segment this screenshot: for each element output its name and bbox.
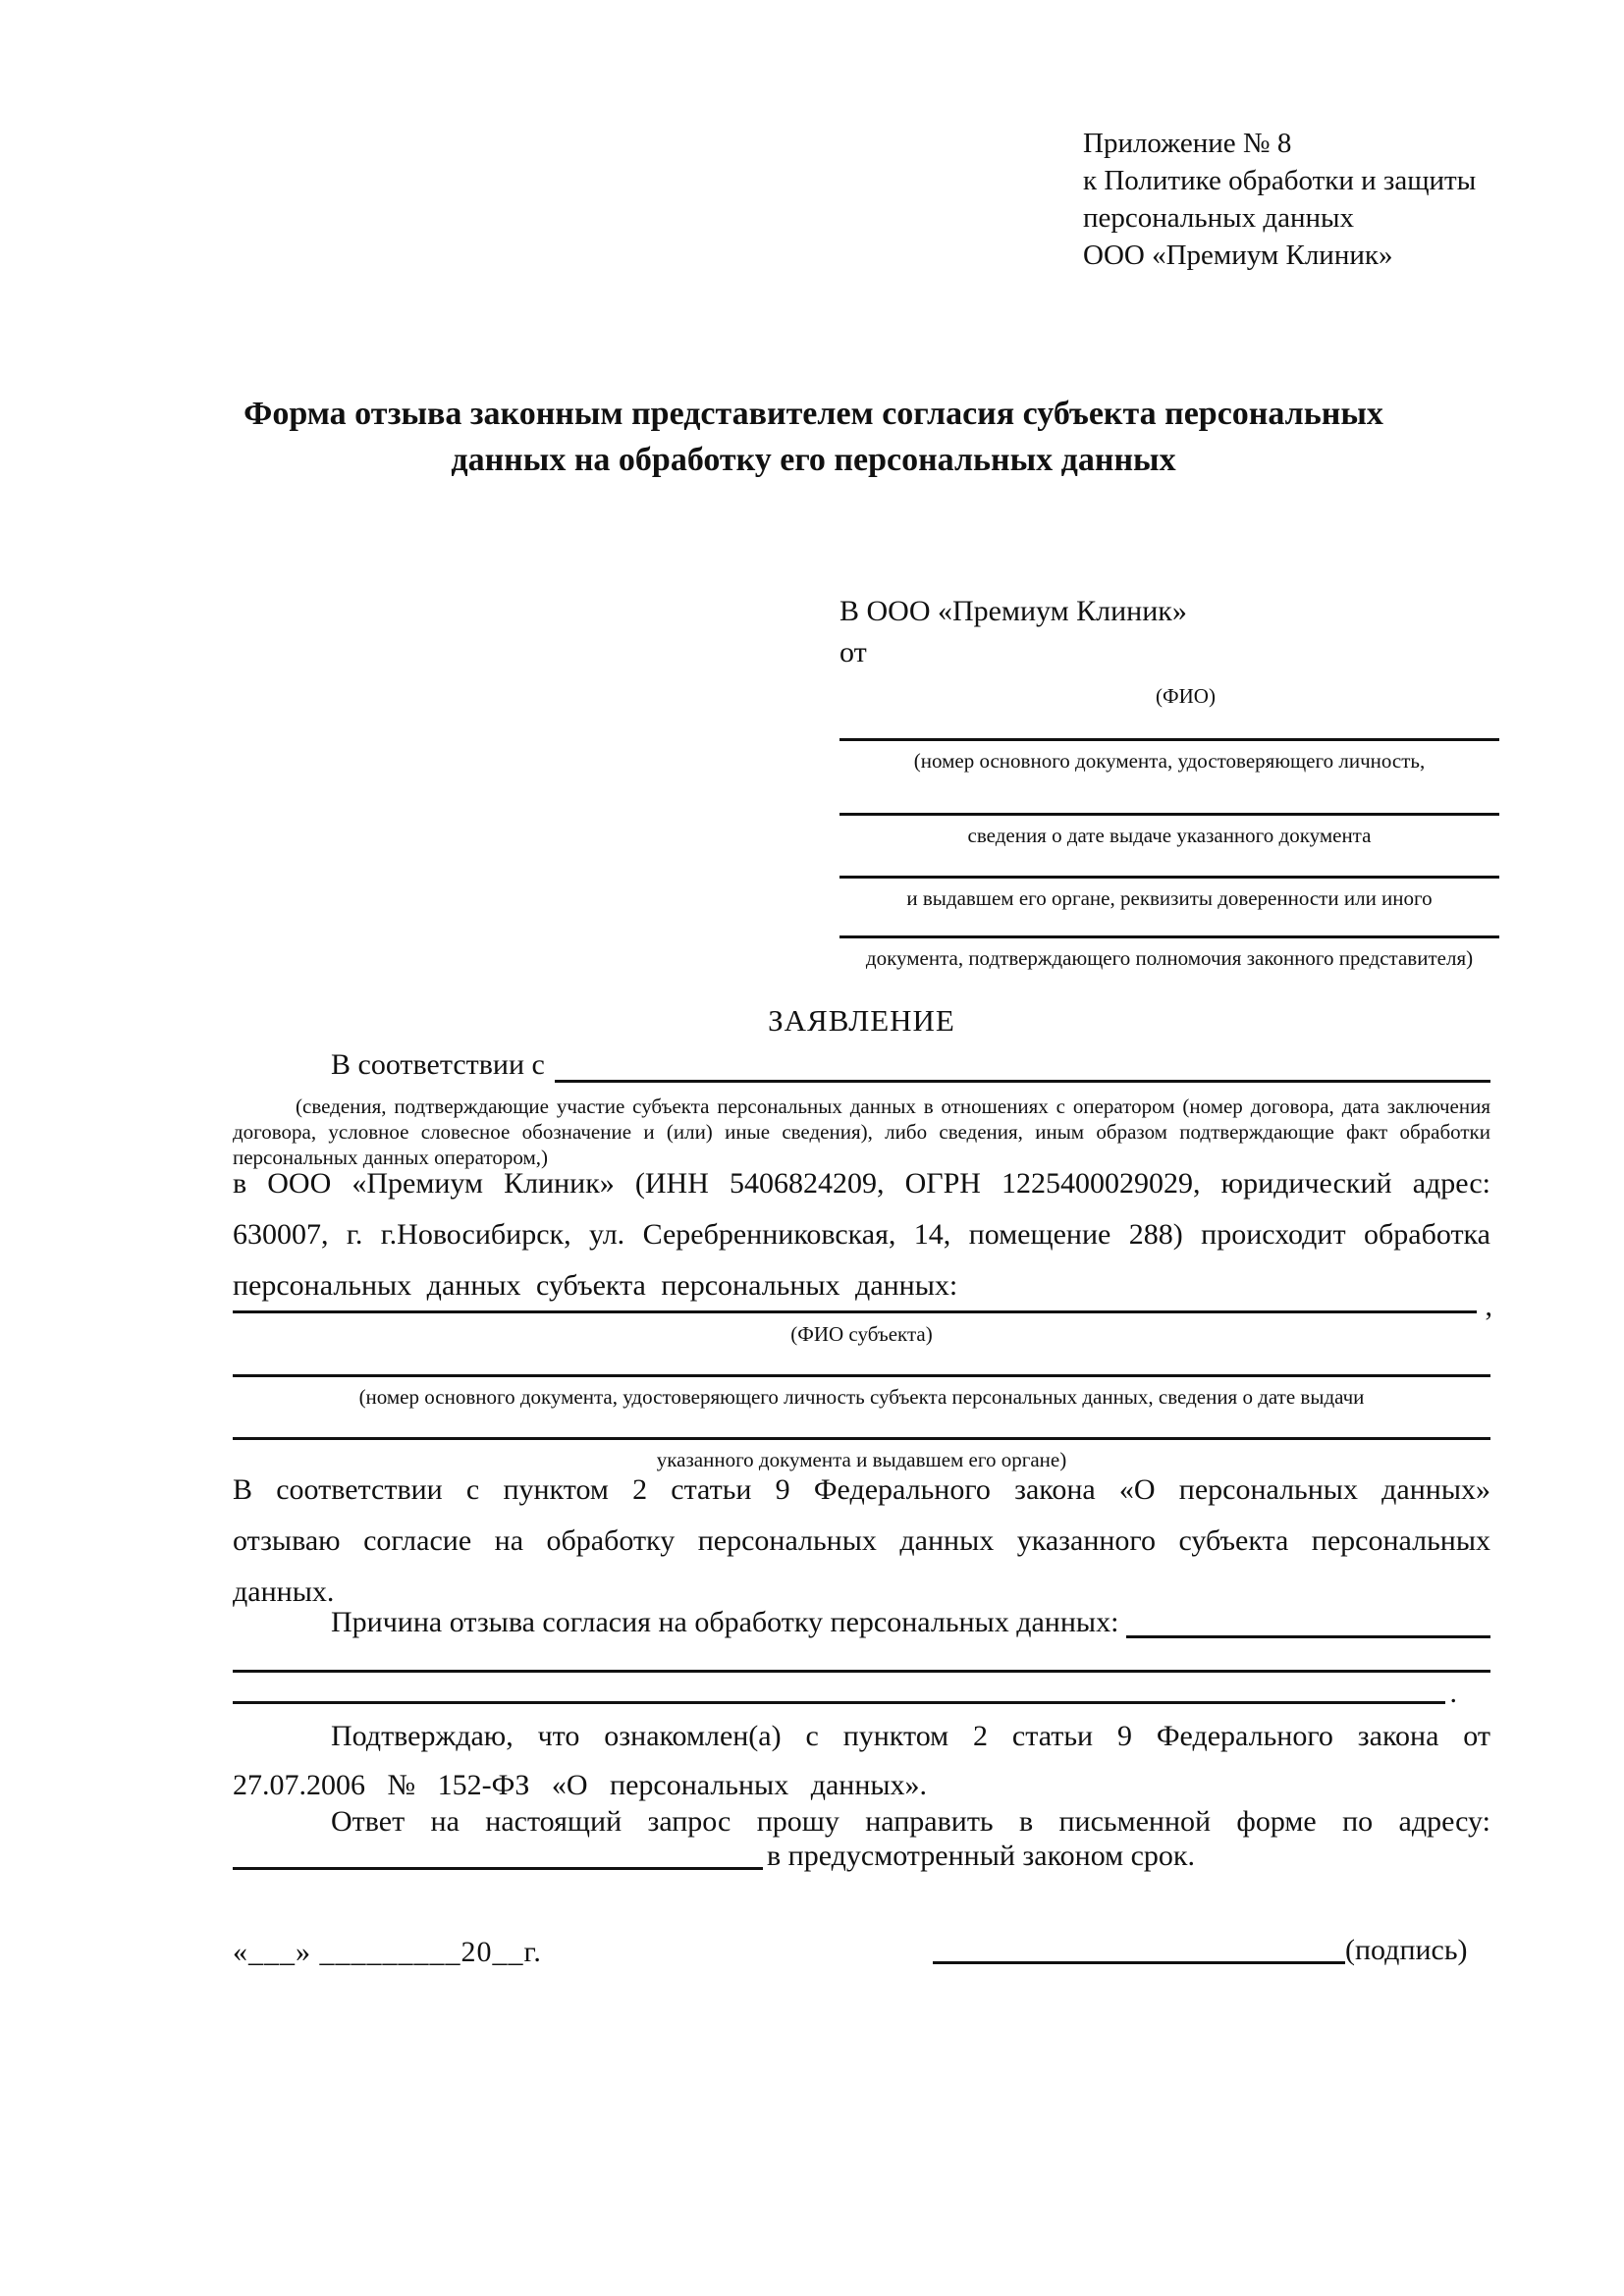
recipient-from-label: от bbox=[839, 636, 867, 668]
recipient-from-row bbox=[839, 636, 1499, 675]
reason-row bbox=[233, 1606, 1490, 1643]
recipient-fill-line-4 bbox=[839, 935, 1499, 938]
reason-label: Причина отзыва согласия на обработку персональных данных: bbox=[331, 1606, 1119, 1638]
reply-tail: в предусмотренный законом срок. bbox=[767, 1840, 1195, 1872]
subject-doc-fill-line-1 bbox=[233, 1374, 1490, 1377]
signature-caption: (подпись) bbox=[1345, 1934, 1468, 1966]
reply-address-fill-line bbox=[233, 1840, 763, 1870]
statement-heading: ЗАЯВЛЕНИЕ bbox=[768, 1003, 955, 1038]
appendix-line: персональных данных bbox=[1083, 202, 1355, 234]
recipient-caption-2: сведения о дате выдаче указанного документа bbox=[967, 824, 1372, 847]
recipient-fill-line-2 bbox=[839, 813, 1499, 816]
confirm-paragraph: Подтверждаю, что ознакомлен(а) с пунктом 2 статьи 9 Федерального закона от 27.07.2006 № 152-ФЗ «О персональных данных». bbox=[233, 1720, 1490, 1801]
appendix-line: Приложение № 8 bbox=[1083, 128, 1292, 159]
appendix-block bbox=[1083, 125, 1476, 274]
recipient-fill-line-3 bbox=[839, 876, 1499, 879]
subject-fio-caption: (ФИО субъекта) bbox=[790, 1322, 933, 1346]
subject-doc-caption-2: указанного документа и выдавшем его органе) bbox=[656, 1448, 1067, 1471]
reply-address-row bbox=[233, 1840, 1490, 1875]
reason-fill-line bbox=[1126, 1606, 1490, 1638]
accordance-fill-line bbox=[555, 1048, 1490, 1083]
appendix-line: ООО «Премиум Клиник» bbox=[1083, 240, 1393, 271]
appendix-line: к Политике обработки и защиты bbox=[1083, 165, 1477, 196]
reply-address-line: Ответ на настоящий запрос прошу направить в письменной форме по адресу: bbox=[331, 1805, 1490, 1838]
fio-caption: (ФИО) bbox=[1156, 684, 1216, 708]
recipient-caption-4: документа, подтверждающего полномочия законного представителя) bbox=[865, 946, 1474, 970]
signature-fill-line bbox=[933, 1934, 1345, 1964]
recipient-block bbox=[839, 595, 1499, 988]
recipient-caption-1: (номер основного документа, удостоверяющего личность, bbox=[913, 749, 1426, 773]
subject-doc-caption-1: (номер основного документа, удостоверяющего личность субъекта персональных данных, сведения о дате выдачи bbox=[358, 1385, 1365, 1409]
date-blank-text: «___» _________20__г. bbox=[233, 1936, 542, 1968]
blank-line-2-row bbox=[233, 1673, 1492, 1709]
signature-row bbox=[933, 1934, 1492, 1969]
accordance-row bbox=[233, 1048, 1490, 1088]
subject-fio-fill-line bbox=[233, 1310, 1477, 1313]
recipient-to: В ООО «Премиум Клиник» bbox=[839, 595, 1187, 627]
withdraw-paragraph: В соответствии с пунктом 2 статьи 9 Федерального закона «О персональных данных» отзываю согласие на обработку персональных данных указанного субъекта персональных данных. bbox=[233, 1473, 1490, 1608]
subject-doc-fill-line-2 bbox=[233, 1437, 1490, 1440]
blank-fill-line-2 bbox=[233, 1701, 1445, 1704]
accordance-label: В соответствии с bbox=[331, 1048, 545, 1081]
trailing-comma: , bbox=[1485, 1290, 1492, 1322]
subject-fio-row bbox=[233, 1278, 1492, 1322]
recipient-fill-line-1 bbox=[839, 738, 1499, 741]
document-title: Форма отзыва законным представителем согласия субъекта персональных данных на обработку его персональных данных bbox=[244, 396, 1383, 478]
trailing-period: . bbox=[1449, 1677, 1457, 1709]
recipient-caption-3: и выдавшем его органе, реквизиты доверенности или иного bbox=[906, 886, 1433, 910]
operator-paragraph: в ООО «Премиум Клиник» (ИНН 5406824209, ОГРН 1225400029029, юридический адрес: 630007, г. г.Новосибирск, ул. Серебренниковская, 14, помещение 288) происходит обработка персональных данных субъекта персональных данных: bbox=[233, 1167, 1490, 1302]
accordance-caption: (сведения, подтверждающие участие субъекта персональных данных в отношениях с оператором (номер договора, дата заключения договора, условное словесное обозначение и (или) иные сведения), либо сведения, иным образом подтверждающие факт обработки персональных данных оператором,) bbox=[233, 1095, 1490, 1169]
